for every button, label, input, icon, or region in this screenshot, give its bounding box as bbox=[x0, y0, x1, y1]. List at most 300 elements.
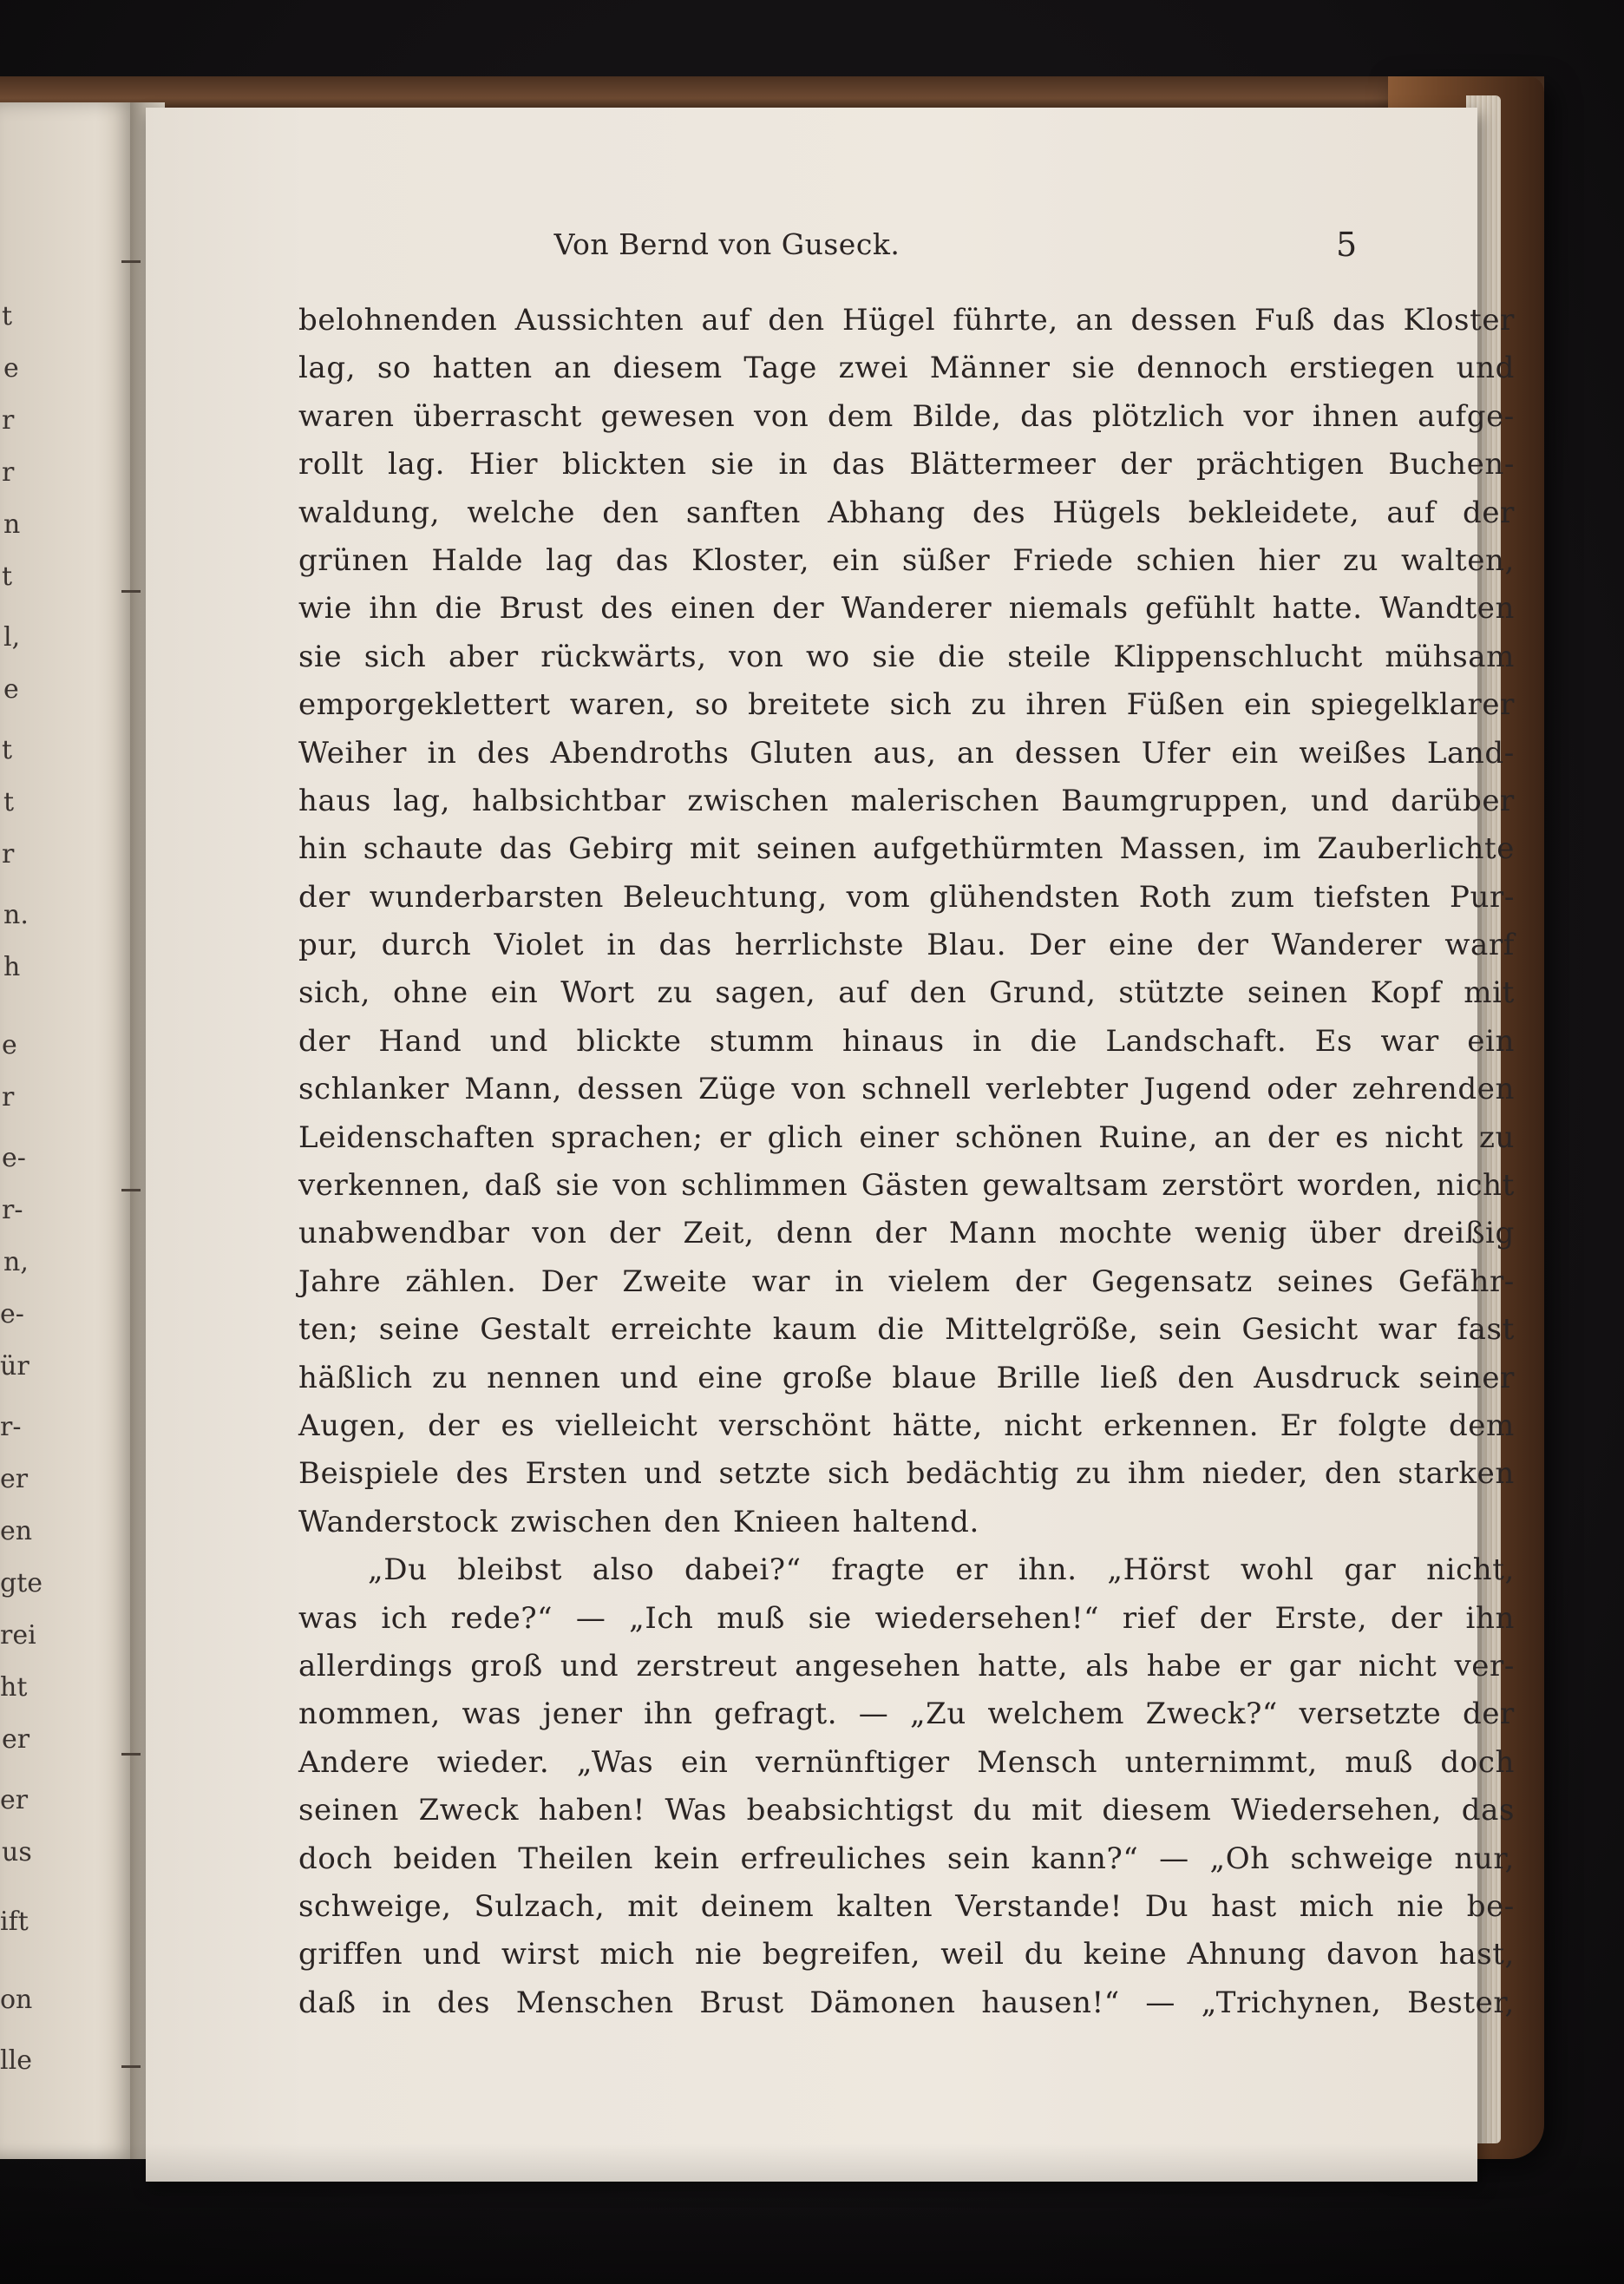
word: wohl bbox=[1240, 1552, 1314, 1588]
left-page-fragment: r bbox=[2, 839, 15, 870]
word: zehrenden bbox=[1352, 1072, 1515, 1107]
word: Knieen bbox=[732, 1504, 841, 1539]
word: seiner bbox=[1418, 1360, 1515, 1395]
word: spiegelklarer bbox=[1310, 687, 1515, 723]
word: in bbox=[382, 1985, 412, 2020]
text-line bbox=[298, 1402, 1515, 1450]
word: schweige bbox=[1290, 1841, 1434, 1876]
text-line bbox=[298, 1210, 1515, 1257]
left-page-fragment: t bbox=[2, 561, 13, 592]
word: verschönt bbox=[718, 1408, 872, 1443]
left-page-fragment: e- bbox=[2, 1143, 26, 1173]
word: wie bbox=[298, 591, 352, 627]
text-line bbox=[298, 1787, 1515, 1834]
word: hatte. bbox=[1272, 591, 1363, 627]
word: Gluten bbox=[749, 735, 854, 771]
word: Was bbox=[665, 1793, 728, 1828]
text-line bbox=[298, 730, 1515, 778]
word: nicht bbox=[1436, 1168, 1515, 1204]
text-line bbox=[298, 681, 1515, 729]
text-line bbox=[298, 969, 1515, 1017]
word: erstiegen bbox=[1289, 351, 1435, 386]
word: der bbox=[608, 1216, 661, 1251]
left-page-fragment: t bbox=[2, 735, 13, 765]
left-page-fragment: n. bbox=[3, 900, 29, 930]
text-line bbox=[298, 1162, 1515, 1210]
word: Roth bbox=[1138, 879, 1212, 915]
word: sie bbox=[710, 447, 755, 482]
word: Beleuchtung, bbox=[622, 879, 828, 915]
word: unternimmt, bbox=[1124, 1744, 1318, 1780]
word: lag bbox=[546, 542, 593, 578]
word: gefühlt bbox=[1145, 591, 1256, 627]
word: und bbox=[619, 1360, 679, 1395]
word: darüber bbox=[1391, 783, 1515, 818]
word: häßlich bbox=[298, 1360, 413, 1395]
word: Beispiele bbox=[298, 1456, 440, 1492]
word: das bbox=[832, 447, 886, 482]
word: gefragt. bbox=[714, 1697, 838, 1732]
word: ihnen bbox=[1312, 398, 1399, 434]
word: er bbox=[1239, 1648, 1272, 1683]
word: daß bbox=[484, 1168, 543, 1204]
word: seinen bbox=[756, 831, 857, 867]
word: von bbox=[612, 1168, 668, 1204]
word: dessen bbox=[1130, 303, 1237, 338]
left-page-fragment: ht bbox=[0, 1672, 28, 1703]
text-line bbox=[298, 1066, 1515, 1113]
word: das bbox=[615, 542, 670, 578]
word: fast bbox=[1457, 1312, 1515, 1348]
text-line bbox=[298, 1739, 1515, 1787]
word: führte, bbox=[953, 303, 1058, 338]
word: unabwendbar bbox=[298, 1216, 510, 1251]
word: erreichte bbox=[610, 1312, 753, 1348]
word: Landschaft. bbox=[1105, 1023, 1287, 1059]
word: Jahre bbox=[298, 1263, 382, 1299]
word: das bbox=[1461, 1793, 1515, 1828]
word: haus bbox=[298, 783, 371, 818]
word: plötzlich bbox=[1092, 398, 1225, 434]
word: ein bbox=[1467, 1023, 1515, 1059]
left-page-fragment: on bbox=[0, 1985, 33, 2015]
word: Aussichten bbox=[514, 303, 684, 338]
word: des bbox=[455, 1456, 509, 1492]
word: er bbox=[718, 1119, 752, 1155]
word: zerstört bbox=[1162, 1168, 1284, 1204]
word: diesem bbox=[612, 351, 723, 386]
word: bekleidete, bbox=[1188, 495, 1360, 530]
word: Mann, bbox=[464, 1072, 562, 1107]
word: erfreuliches bbox=[740, 1841, 927, 1876]
word: der bbox=[1120, 447, 1173, 482]
word: wo bbox=[806, 639, 850, 674]
word: Ruine, bbox=[1098, 1119, 1199, 1155]
text-line bbox=[298, 297, 1515, 345]
word: Massen, bbox=[1119, 831, 1247, 867]
word: Pur- bbox=[1450, 879, 1515, 915]
word: vielleicht bbox=[555, 1408, 698, 1443]
word: aus, bbox=[873, 735, 937, 771]
word: belohnenden bbox=[298, 303, 498, 338]
word: welchem bbox=[987, 1697, 1125, 1732]
word: Klippenschlucht bbox=[1113, 639, 1363, 674]
word: das bbox=[1333, 303, 1386, 338]
word: der bbox=[1462, 1697, 1515, 1732]
text-line bbox=[298, 345, 1515, 392]
word: ihren bbox=[1025, 687, 1108, 723]
word: wieder. bbox=[436, 1744, 550, 1780]
left-page bbox=[0, 102, 137, 2159]
word: lag. bbox=[387, 447, 446, 482]
word: an bbox=[956, 735, 995, 771]
word: dessen bbox=[577, 1072, 684, 1107]
word: „Hörst bbox=[1107, 1552, 1211, 1588]
word: Blau. bbox=[927, 928, 1007, 963]
word: hin bbox=[298, 831, 348, 867]
word: süßer bbox=[901, 542, 991, 578]
word: zerstreut bbox=[636, 1648, 778, 1683]
word: und bbox=[644, 1456, 703, 1492]
word: die bbox=[1030, 1023, 1078, 1059]
word: Menschen bbox=[515, 1985, 674, 2020]
word: seine bbox=[378, 1312, 461, 1348]
word: ihn bbox=[644, 1697, 693, 1732]
left-page-fragment: r- bbox=[0, 1412, 22, 1442]
word: bleibst bbox=[457, 1552, 563, 1588]
word: glich bbox=[767, 1119, 844, 1155]
word: überrascht bbox=[413, 398, 582, 434]
word: schweige, bbox=[298, 1888, 452, 1924]
word: ein bbox=[680, 1744, 729, 1780]
text-line bbox=[298, 1931, 1515, 1979]
left-page-fragment: t bbox=[3, 787, 15, 817]
word: zählen. bbox=[405, 1263, 517, 1299]
word: prächtigen bbox=[1196, 447, 1365, 482]
word: doch bbox=[1440, 1744, 1515, 1780]
left-page-fragment: us bbox=[2, 1837, 32, 1867]
word: vielem bbox=[888, 1263, 991, 1299]
word: habe bbox=[1146, 1648, 1222, 1683]
word: Bester, bbox=[1407, 1985, 1515, 2020]
text-line bbox=[298, 874, 1515, 922]
word: ver- bbox=[1454, 1648, 1515, 1683]
word: der bbox=[298, 879, 350, 915]
text-line bbox=[298, 585, 1515, 633]
word: von bbox=[532, 1216, 587, 1251]
left-page-fragment: gte bbox=[0, 1568, 43, 1598]
word: den bbox=[1324, 1456, 1382, 1492]
word: kann?“ bbox=[1031, 1841, 1139, 1876]
text-line bbox=[298, 537, 1515, 585]
word: hatte, bbox=[978, 1648, 1069, 1683]
word: Zweck bbox=[418, 1793, 520, 1828]
word: dem bbox=[827, 398, 894, 434]
word: oder bbox=[1267, 1072, 1338, 1107]
word: des bbox=[972, 495, 1026, 530]
word: des bbox=[600, 591, 654, 627]
word: bedächtig bbox=[906, 1456, 1060, 1492]
word: eine bbox=[697, 1360, 763, 1395]
word: die bbox=[877, 1312, 925, 1348]
word: zwischen bbox=[510, 1504, 652, 1539]
word: mich bbox=[599, 1937, 675, 1972]
left-page-fragment: en bbox=[0, 1516, 33, 1546]
word: ihn bbox=[1465, 1600, 1515, 1636]
word: große bbox=[782, 1360, 874, 1395]
word: sich bbox=[889, 687, 953, 723]
text-line bbox=[298, 1546, 1515, 1594]
word: Leidenschaften bbox=[298, 1119, 535, 1155]
word: Bilde, bbox=[912, 398, 1002, 434]
word: sie bbox=[298, 639, 343, 674]
word: auf bbox=[1386, 495, 1436, 530]
word: ein bbox=[490, 975, 539, 1011]
word: ich bbox=[381, 1600, 428, 1636]
word: versetzte bbox=[1299, 1697, 1442, 1732]
word: Theilen bbox=[518, 1841, 633, 1876]
word: kein bbox=[653, 1841, 720, 1876]
word: waren, bbox=[569, 687, 676, 723]
word: Wanderer bbox=[1271, 928, 1423, 963]
word: tiefsten bbox=[1313, 879, 1431, 915]
word: Wanderstock bbox=[298, 1504, 499, 1539]
word: rollt bbox=[298, 447, 364, 482]
word: waren bbox=[298, 398, 395, 434]
word: lag, bbox=[392, 783, 451, 818]
left-page-fragment: h bbox=[3, 952, 21, 982]
word: Dämonen bbox=[809, 1985, 956, 2020]
word: emporgeklettert bbox=[298, 687, 551, 723]
word: und bbox=[489, 1023, 549, 1059]
word: ein bbox=[1243, 687, 1292, 723]
word: mit bbox=[627, 1888, 678, 1924]
word: Fuß bbox=[1254, 303, 1315, 338]
word: zum bbox=[1230, 879, 1295, 915]
word: über bbox=[1309, 1216, 1381, 1251]
word: Erste, bbox=[1274, 1600, 1368, 1636]
word: „Zu bbox=[909, 1697, 966, 1732]
word: malerischen bbox=[850, 783, 1040, 818]
word: starken bbox=[1398, 1456, 1515, 1492]
word: Du bbox=[1144, 1888, 1189, 1924]
binding-mark bbox=[121, 590, 141, 593]
word: der bbox=[874, 1216, 927, 1251]
word: aufgethürmten bbox=[873, 831, 1104, 867]
word: daß bbox=[298, 1985, 357, 2020]
word: das bbox=[658, 928, 712, 963]
left-page-fragment: er bbox=[0, 1785, 29, 1815]
word: Baumgruppen, bbox=[1061, 783, 1289, 818]
word: wenig bbox=[1195, 1216, 1287, 1251]
word: des bbox=[477, 735, 531, 771]
word: Zeit, bbox=[683, 1216, 755, 1251]
word: „Ich bbox=[629, 1600, 694, 1636]
word: gar bbox=[1344, 1552, 1397, 1588]
word: Abhang bbox=[828, 495, 946, 530]
text-line bbox=[298, 489, 1515, 537]
word: nur, bbox=[1454, 1841, 1515, 1876]
word: sanften bbox=[685, 495, 802, 530]
word: jener bbox=[542, 1697, 623, 1732]
word: sein bbox=[1158, 1312, 1222, 1348]
word: der bbox=[1463, 495, 1515, 530]
word: sie bbox=[1071, 351, 1116, 386]
word: hast bbox=[1211, 1888, 1277, 1924]
word: Sulzach, bbox=[474, 1888, 606, 1924]
word: stützte bbox=[1118, 975, 1225, 1011]
word: Männer bbox=[929, 351, 1051, 386]
word: Wiedersehen, bbox=[1231, 1793, 1443, 1828]
word: Gebirg bbox=[568, 831, 674, 867]
word: sprachen; bbox=[550, 1119, 704, 1155]
text-line bbox=[298, 778, 1515, 825]
word: an bbox=[553, 351, 592, 386]
text-line bbox=[298, 1018, 1515, 1066]
text-line bbox=[298, 922, 1515, 969]
word: es bbox=[501, 1408, 535, 1443]
word: weil bbox=[940, 1937, 1005, 1972]
word: denn bbox=[776, 1216, 854, 1251]
word: Hand bbox=[378, 1023, 462, 1059]
word: Hier bbox=[468, 447, 539, 482]
body-text bbox=[298, 297, 1515, 2027]
word: sie bbox=[808, 1600, 852, 1636]
word: nie bbox=[1397, 1888, 1444, 1924]
word: sich bbox=[363, 639, 427, 674]
word: Es bbox=[1314, 1023, 1353, 1059]
word: Wort bbox=[560, 975, 635, 1011]
word: schlanker bbox=[298, 1072, 449, 1107]
word: wiedersehen!“ bbox=[874, 1600, 1100, 1636]
word: „Trichynen, bbox=[1201, 1985, 1382, 2020]
word: den bbox=[768, 303, 825, 338]
word: mit bbox=[690, 831, 741, 867]
word: der bbox=[1014, 1263, 1067, 1299]
text-line bbox=[298, 1355, 1515, 1402]
word: ihn bbox=[369, 591, 418, 627]
word: welche bbox=[467, 495, 576, 530]
word: aufge- bbox=[1418, 398, 1515, 434]
word: die bbox=[435, 591, 482, 627]
text-line bbox=[298, 1595, 1515, 1643]
word: nennen bbox=[487, 1360, 601, 1395]
word: vom bbox=[846, 879, 911, 915]
text-line bbox=[298, 1499, 1515, 1546]
word: er bbox=[955, 1552, 988, 1588]
word: der bbox=[1267, 1119, 1320, 1155]
word: Gefähr- bbox=[1398, 1263, 1515, 1299]
word: seinen bbox=[1247, 975, 1348, 1011]
word: sagen, bbox=[715, 975, 816, 1011]
word: nicht, bbox=[1426, 1552, 1515, 1588]
word: kaum bbox=[772, 1312, 858, 1348]
word: einen bbox=[670, 591, 756, 627]
right-page bbox=[146, 108, 1515, 2182]
word: einer bbox=[859, 1119, 940, 1155]
word: „Oh bbox=[1209, 1841, 1270, 1876]
word: also bbox=[592, 1552, 655, 1588]
word: Friede bbox=[1012, 542, 1114, 578]
left-page-fragment: er bbox=[2, 1724, 30, 1755]
word: Mann bbox=[948, 1216, 1038, 1251]
word: schien bbox=[1136, 542, 1236, 578]
word: zu bbox=[1478, 1119, 1515, 1155]
word: hausen!“ bbox=[981, 1985, 1120, 2020]
word: rief bbox=[1122, 1600, 1177, 1636]
word: keine bbox=[1083, 1937, 1168, 1972]
word: kalten bbox=[836, 1888, 933, 1924]
text-line bbox=[298, 441, 1515, 489]
word: steile bbox=[1007, 639, 1091, 674]
word: walten, bbox=[1401, 542, 1515, 578]
word: Violet bbox=[494, 928, 585, 963]
word: hier bbox=[1258, 542, 1321, 578]
word: die bbox=[938, 639, 986, 674]
word: du bbox=[972, 1793, 1012, 1828]
word: Ufer bbox=[1141, 735, 1211, 771]
word: Wanderer bbox=[841, 591, 992, 627]
text-line bbox=[298, 1979, 1515, 2027]
word: Gestalt bbox=[480, 1312, 591, 1348]
word: Er bbox=[1280, 1408, 1317, 1443]
word: vor bbox=[1243, 398, 1294, 434]
word: „Was bbox=[576, 1744, 654, 1780]
page-number: 5 bbox=[1336, 226, 1358, 264]
word: was bbox=[298, 1600, 358, 1636]
text-line bbox=[298, 1883, 1515, 1931]
word: rede?“ bbox=[450, 1600, 553, 1636]
word: haltend. bbox=[852, 1504, 979, 1539]
word: so bbox=[377, 351, 411, 386]
word: nommen, bbox=[298, 1697, 441, 1732]
word: allerdings bbox=[298, 1648, 454, 1683]
word: halbsichtbar bbox=[472, 783, 666, 818]
word: mich bbox=[1299, 1888, 1375, 1924]
word: der bbox=[772, 591, 825, 627]
word: der bbox=[1199, 1600, 1252, 1636]
word: vernünftiger bbox=[756, 1744, 950, 1780]
word: begreifen, bbox=[762, 1937, 921, 1972]
binding-mark bbox=[121, 260, 141, 263]
binding-mark bbox=[121, 2065, 141, 2068]
word: verlebter bbox=[986, 1072, 1129, 1107]
word: davon bbox=[1326, 1937, 1419, 1972]
word: gewaltsam bbox=[982, 1168, 1149, 1204]
text-line bbox=[298, 1450, 1515, 1498]
word: Gegensatz bbox=[1091, 1263, 1253, 1299]
left-page-fragment: e bbox=[3, 674, 19, 705]
word: Der bbox=[540, 1263, 599, 1299]
word: Zauberlichte bbox=[1317, 831, 1515, 867]
word: beabsichtigst bbox=[746, 1793, 954, 1828]
word: Andere bbox=[298, 1744, 410, 1780]
word: ihn. bbox=[1018, 1552, 1077, 1588]
word: Buchen- bbox=[1388, 447, 1515, 482]
word: diesem bbox=[1102, 1793, 1212, 1828]
word: blaue bbox=[892, 1360, 978, 1395]
word: Mensch bbox=[977, 1744, 1098, 1780]
word: Brust bbox=[499, 591, 584, 627]
word: gar bbox=[1288, 1648, 1341, 1683]
word: Kloster bbox=[1403, 303, 1515, 338]
text-line bbox=[298, 1690, 1515, 1738]
word: Abendroths bbox=[550, 735, 730, 771]
word: zu bbox=[971, 687, 1007, 723]
word: beiden bbox=[393, 1841, 498, 1876]
word: — bbox=[1145, 1985, 1176, 2020]
word: lag, bbox=[298, 351, 357, 386]
